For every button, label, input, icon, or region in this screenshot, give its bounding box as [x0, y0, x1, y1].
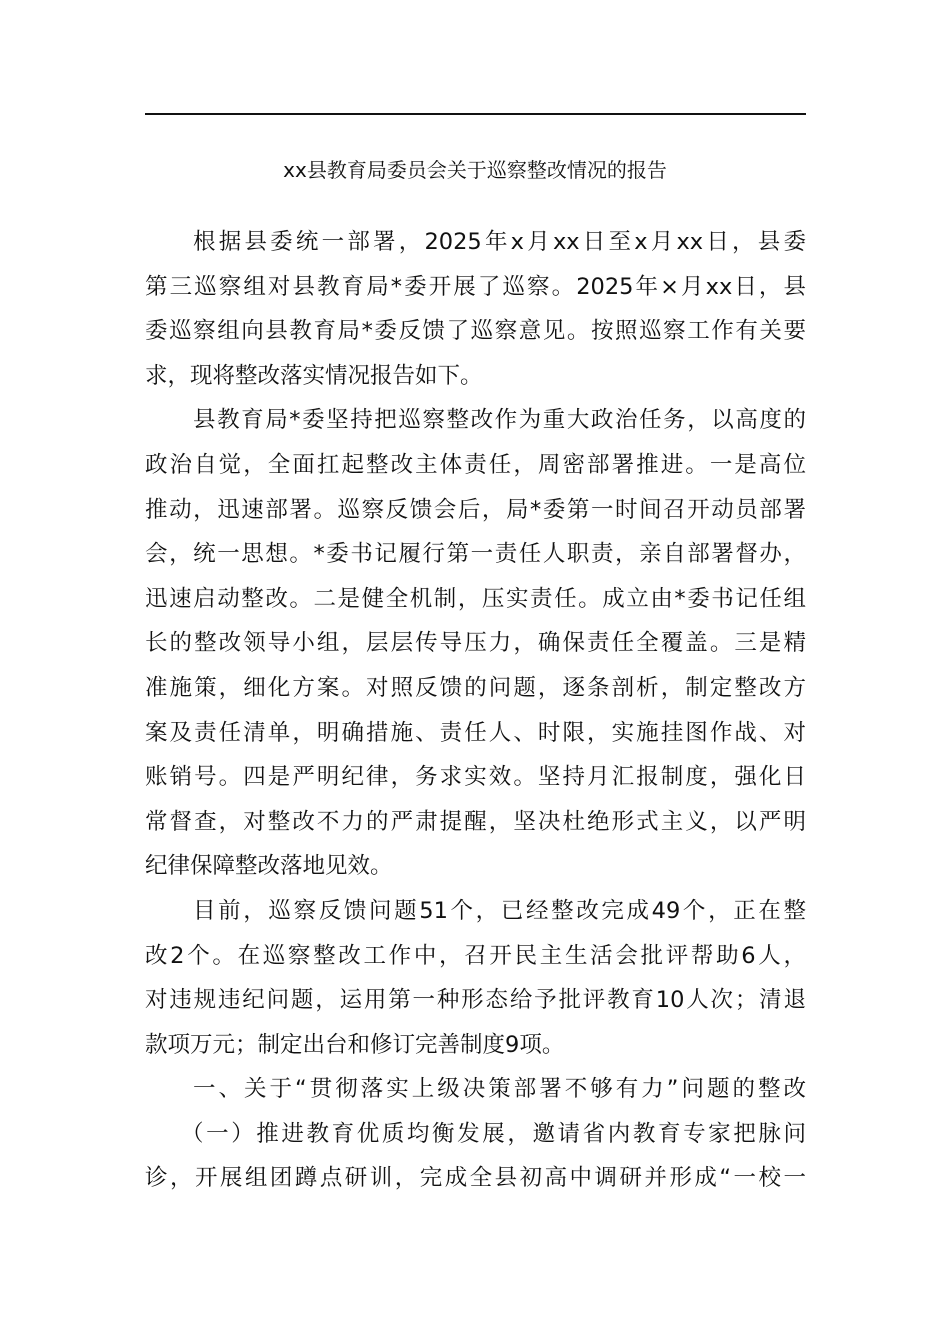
- text-line: 改2个。在巡察整改工作中，召开民主生活会批评帮助6人，: [145, 942, 806, 969]
- text-line: 推动，迅速部署。巡察反馈会后，局*委第一时间召开动员部署: [145, 496, 806, 523]
- text-line: 县教育局*委坚持把巡察整改作为重大政治任务，以高度的: [193, 407, 806, 434]
- text-line: 会，统一思想。*委书记履行第一责任人职责，亲自部署督办，: [145, 541, 806, 568]
- text-line: 长的整改领导小组，层层传导压力，确保责任全覆盖。三是精: [145, 630, 806, 657]
- text-line: 准施策，细化方案。对照反馈的问题，逐条剖析，制定整改方: [145, 674, 806, 701]
- text-line: 款项万元；制定出台和修订完善制度9项。: [145, 1031, 565, 1058]
- text-line: 一、关于“贯彻落实上级决策部署不够有力”问题的整改: [193, 1076, 806, 1103]
- text-line: 目前，巡察反馈问题51个，已经整改完成49个，正在整: [193, 897, 806, 924]
- text-line: 第三巡察组对县教育局*委开展了巡察。2025年×月xx日，县: [145, 273, 806, 300]
- text-line: （一）推进教育优质均衡发展，邀请省内教育专家把脉问: [181, 1120, 806, 1147]
- text-line: 求，现将整改落实情况报告如下。: [145, 362, 483, 389]
- text-line: 政治自觉，全面扛起整改主体责任，周密部署推进。一是高位: [145, 451, 806, 478]
- text-line: 账销号。四是严明纪律，务求实效。坚持月汇报制度，强化日: [145, 764, 806, 791]
- text-line: 委巡察组向县教育局*委反馈了巡察意见。按照巡察工作有关要: [145, 318, 806, 345]
- text-line: 根据县委统一部署，2025年x月xx日至x月xx日，县委: [193, 229, 806, 255]
- header-rule: [145, 113, 806, 115]
- text-line: 常督查，对整改不力的严肃提醒，坚决杜绝形式主义，以严明: [145, 808, 806, 835]
- document-title: xx县教育局委员会关于巡察整改情况的报告: [283, 158, 667, 182]
- text-line: 对违规违纪问题，运用第一种形态给予批评教育10人次；清退: [145, 987, 806, 1014]
- text-line: 案及责任清单，明确措施、责任人、时限，实施挂图作战、对: [145, 719, 806, 746]
- text-line: 纪律保障整改落地见效。: [145, 853, 393, 880]
- text-line: 迅速启动整改。二是健全机制，压实责任。成立由*委书记任组: [145, 585, 806, 612]
- document-body: [145, 220, 806, 1201]
- text-line: 诊，开展组团蹲点研训，完成全县初高中调研并形成“一校一: [145, 1165, 806, 1192]
